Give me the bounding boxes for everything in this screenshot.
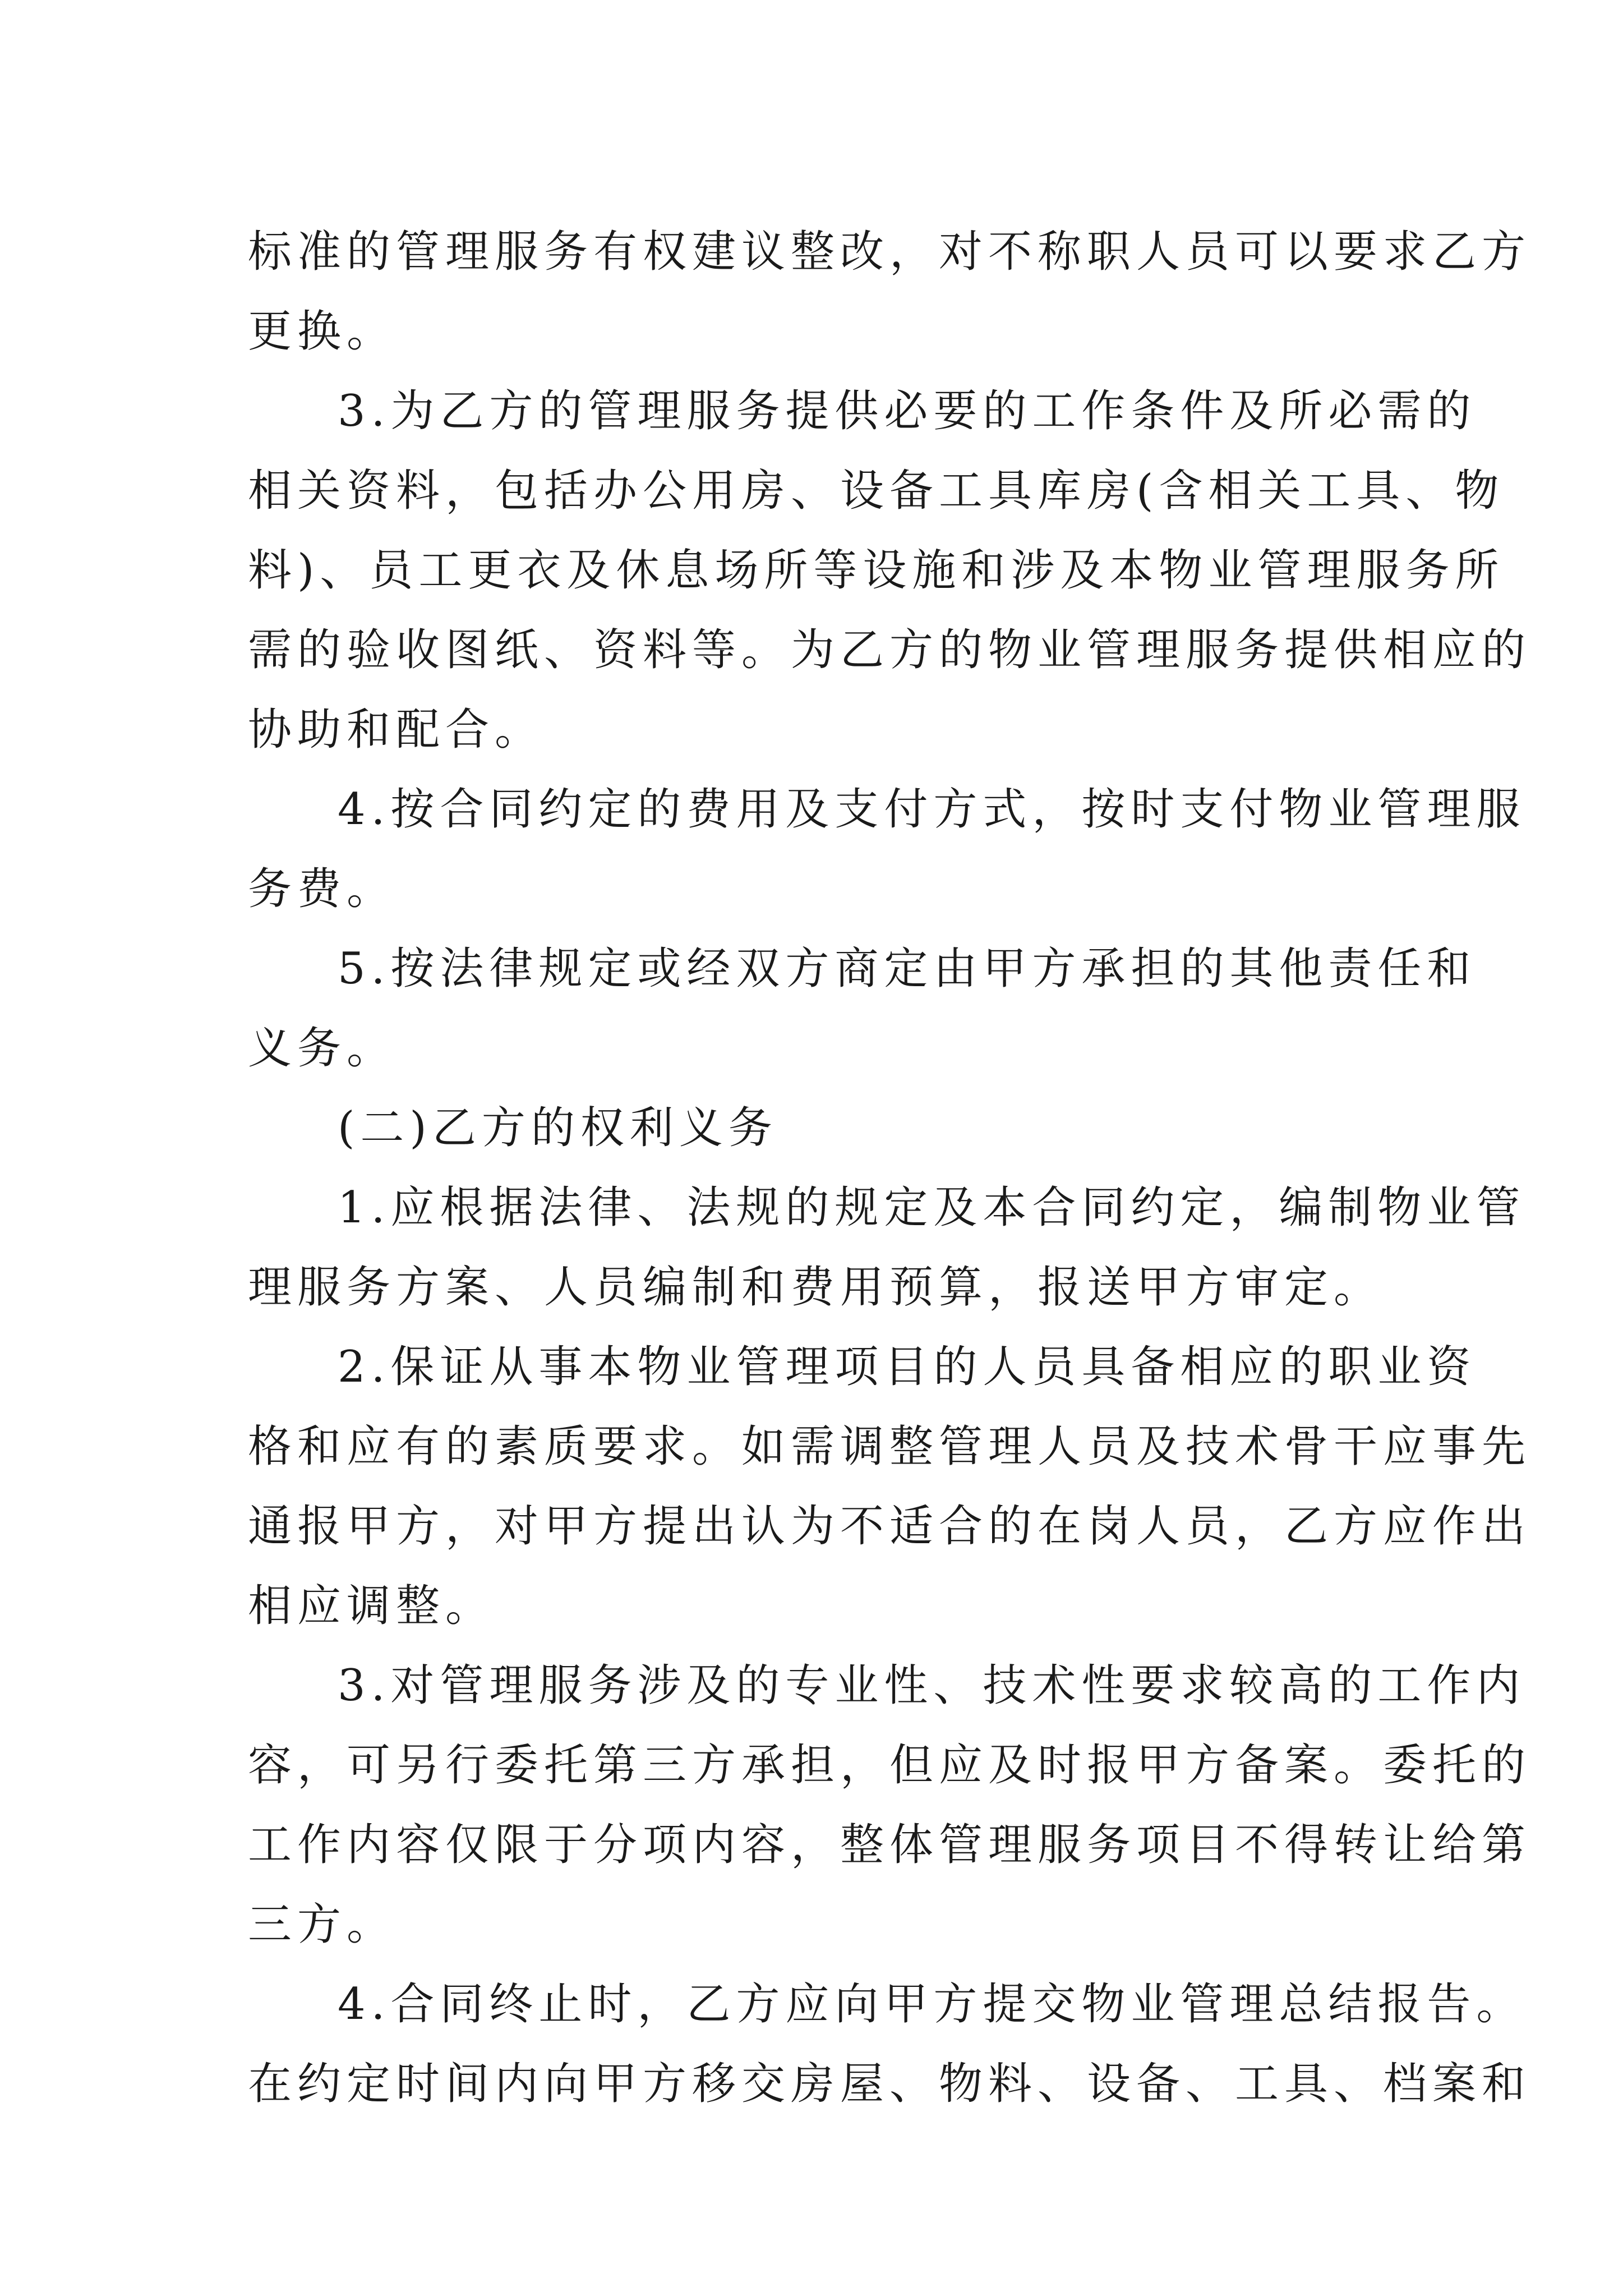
text-line: 容，可另行委托第三方承担，但应及时报甲方备案。委托的 bbox=[248, 1740, 1532, 1791]
text-line: 相应调整。 bbox=[248, 1581, 495, 1631]
text-line: 5.按法律规定或经双方商定由甲方承担的其他责任和 bbox=[338, 944, 1477, 994]
text-line: 4.合同终止时，乙方应向甲方提交物业管理总结报告。 bbox=[338, 1979, 1526, 2030]
text-line: 料)、员工更衣及休息场所等设施和涉及本物业管理服务所 bbox=[248, 545, 1505, 596]
text-line: 需的验收图纸、资料等。为乙方的物业管理服务提供相应的 bbox=[248, 625, 1532, 675]
document-body bbox=[248, 212, 1532, 2124]
text-line: 义务。 bbox=[248, 1023, 396, 1074]
text-line: 2.保证从事本物业管理项目的人员具备相应的职业资 bbox=[338, 1342, 1477, 1392]
section-heading: (二)乙方的权利义务 bbox=[338, 1103, 778, 1153]
text-line: 相关资料，包括办公用房、设备工具库房(含相关工具、物 bbox=[248, 466, 1505, 516]
text-line: 在约定时间内向甲方移交房屋、物料、设备、工具、档案和 bbox=[248, 2059, 1532, 2109]
text-line: 3.对管理服务涉及的专业性、技术性要求较高的工作内 bbox=[338, 1660, 1526, 1711]
text-line: 4.按合同约定的费用及支付方式，按时支付物业管理服 bbox=[338, 784, 1526, 835]
text-line: 三方。 bbox=[248, 1899, 396, 1950]
text-line: 1.应根据法律、法规的规定及本合同约定，编制物业管 bbox=[338, 1182, 1526, 1233]
text-line: 更换。 bbox=[248, 306, 396, 357]
text-line: 工作内容仅限于分项内容，整体管理服务项目不得转让给第 bbox=[248, 1820, 1532, 1870]
text-line: 格和应有的素质要求。如需调整管理人员及技术骨干应事先 bbox=[248, 1421, 1532, 1472]
text-line: 务费。 bbox=[248, 864, 396, 914]
text-line: 标准的管理服务有权建议整改，对不称职人员可以要求乙方 bbox=[248, 227, 1532, 277]
text-line: 通报甲方，对甲方提出认为不适合的在岗人员，乙方应作出 bbox=[248, 1501, 1532, 1552]
text-line: 3.为乙方的管理服务提供必要的工作条件及所必需的 bbox=[338, 386, 1477, 436]
text-line: 理服务方案、人员编制和费用预算，报送甲方审定。 bbox=[248, 1262, 1384, 1313]
text-line: 协助和配合。 bbox=[248, 705, 545, 755]
